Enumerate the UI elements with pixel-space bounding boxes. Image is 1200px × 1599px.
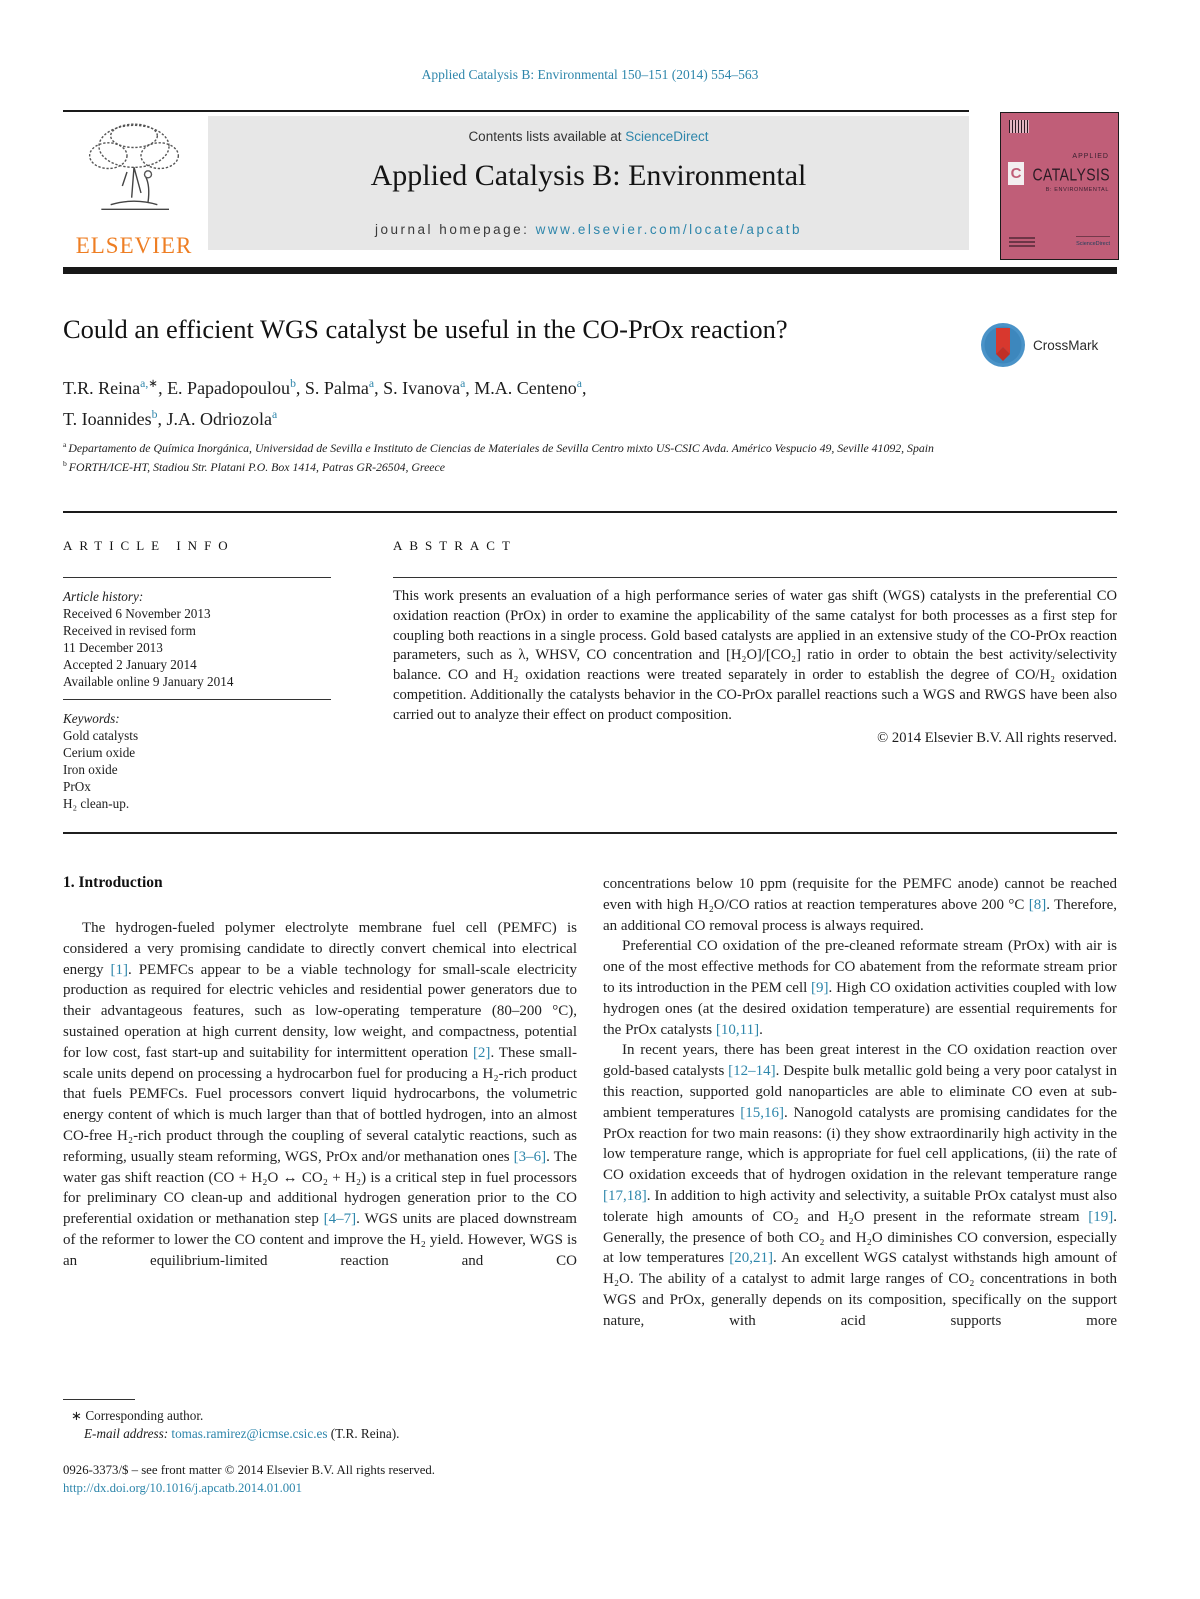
ref-link[interactable]: [9] [811, 979, 829, 996]
homepage-line [208, 222, 969, 237]
text-segment: T.R. Reina [63, 378, 141, 398]
text-segment: , M.A. Centeno [465, 378, 577, 398]
elsevier-tree-icon [75, 116, 193, 228]
keyword-item: H₂ clean-up. [63, 795, 130, 811]
cover-fineprint [1009, 237, 1035, 249]
divider-under-affiliations [63, 511, 1117, 513]
crossmark-badge[interactable] [980, 320, 1125, 370]
affiliation-marker-link[interactable]: a [460, 377, 466, 390]
elsevier-logo [63, 116, 205, 262]
text-segment: . Generally, the presence of both CO₂ and H₂O diminishes CO conversion, especially at low temperatures [603, 1208, 1117, 1267]
issn-copyright-line: 0926-3373/$ – see front matter © 2014 Elsevier B.V. All rights reserved. [63, 1463, 435, 1477]
affiliation-marker-link[interactable]: a [368, 377, 375, 390]
text-segment: . An excellent WGS catalyst withstands high amount of H₂O. The ability of a catalyst to admit large ranges of CO₂ concentrations in both WGS and PrOx, generally depends on its composition, specifically on the support nature, with acid supports more [603, 1250, 1117, 1329]
affiliation-marker-link[interactable]: b [290, 377, 296, 390]
ref-link[interactable]: [12–14] [728, 1063, 776, 1080]
cover-sciencedirect-label: ScienceDirect [1076, 241, 1110, 247]
ref-link[interactable]: [1] [110, 961, 128, 978]
text-segment: , [581, 378, 587, 398]
author-list [63, 371, 963, 432]
text-segment: (T.R. Reina). [327, 1426, 400, 1441]
ref-link[interactable]: [15,16] [740, 1104, 785, 1121]
masthead-bottom-bar [63, 267, 1117, 274]
keywords-label: Keywords: [63, 711, 120, 726]
footnote-rule [63, 1399, 135, 1400]
cover-sd-rule [1076, 236, 1110, 237]
corresponding-author-footnote [63, 1407, 577, 1443]
text-segment: b [63, 459, 69, 469]
text-segment: concentrations below 10 ppm (requisite for the PEMFC anode) cannot be reached even with high H₂O/CO ratios at reaction temperatures above 200 °C [603, 876, 1117, 913]
page-footer [63, 1461, 663, 1497]
cover-c-logo: C [1008, 162, 1024, 185]
contents-line [208, 129, 969, 144]
text-segment: This work presents an evaluation of a high performance series of water gas shift (WGS) catalysts in the preferential CO oxidation reaction (PrOx) in order to examine the applicability of the same catalyst for both processes as a first step for coupling both reactions in a single process. Gold based catalysts are applied in an extensive study of the CO-PrOx reaction parameters, such as λ, WHSV, CO concentration and [H₂O]/[CO₂] ratio in order to obtain the best activity/selectivity balance. CO and H₂ oxidation reactions were treated separately in order to establish the degree of CO/H₂ oxidation competition. Additionally the catalysts behavior in the CO-PrOx parallel reactions such a WGS and RWGS have been also carried out to analyze their effect on product composition. [393, 588, 1117, 723]
body-paragraph [603, 1040, 1117, 1331]
body-paragraph [603, 936, 1117, 1040]
history-item: 11 December 2013 [63, 639, 163, 655]
body-paragraph [603, 874, 1117, 936]
crossmark-icon [980, 322, 1026, 368]
journal-cover-thumbnail[interactable] [1000, 112, 1119, 260]
elsevier-wordmark: ELSEVIER [75, 233, 193, 258]
homepage-label: journal homepage: [375, 222, 536, 237]
affiliation-marker-link[interactable]: a [271, 407, 278, 421]
footnote-line: ∗ Corresponding author. [71, 1408, 204, 1423]
author-line-1 [63, 371, 963, 402]
cover-applied-label: APPLIED [1072, 153, 1109, 160]
cover-journal-subtitle: B: ENVIRONMENTAL [1045, 187, 1109, 193]
cover-journal-name: CATALYSIS [1032, 164, 1110, 184]
text-segment: . Despite bulk metallic gold being a very poor catalyst in this reaction, supported gold nanoparticles are able to eliminate CO even at sub-ambient temperatures [603, 1063, 1118, 1121]
text-segment: FORTH/ICE-HT, Stadiou Str. Platani P.O. Box 1414, Patras GR-26504, Greece [68, 460, 446, 475]
cover-barcode-icon [1009, 120, 1029, 133]
text-segment: . WGS units are placed downstream of the reformer to lower the CO content and improve the H₂ yield. However, WGS is an equilibrium-limited reaction and CO [63, 1211, 577, 1269]
affiliation-b [63, 456, 1073, 475]
journal-title: Applied Catalysis B: Environmental [370, 159, 807, 192]
text-segment: , E. Papadopoulou [158, 378, 291, 398]
text-segment: . The water gas shift reaction (CO + H₂O ↔ CO₂ + H₂) is a critical step in fuel processors for preliminary CO clean-up and additional hydrogen generation prior to the CO preferential oxidation or methanation step [63, 1148, 577, 1228]
contents-prefix: Contents lists available at [468, 129, 626, 144]
text-segment: , J.A. Odriozola [157, 408, 272, 429]
affiliation-marker-link[interactable]: a [576, 377, 582, 390]
masthead-top-rule [63, 110, 969, 112]
history-item: Available online 9 January 2014 [63, 673, 234, 689]
abstract-body [393, 587, 1117, 748]
affiliation-a [63, 437, 1073, 456]
ref-link[interactable]: [8] [1028, 896, 1047, 913]
text-segment: Preferential CO oxidation of the pre-cleaned reformate stream (PrOx) with air is one of the most effective methods for CO abatement from the reformate stream prior to its introduction in the PEM cell [603, 938, 1117, 996]
crossmark-label: CrossMark [1033, 337, 1099, 353]
ref-link[interactable]: [10,11] [715, 1021, 760, 1038]
text-segment: . [759, 1021, 763, 1038]
ref-link[interactable]: [3–6] [513, 1148, 547, 1165]
article-title: Could an efficient WGS catalyst be useful in the CO-PrOx reaction? [63, 314, 788, 344]
abstract-heading: ABSTRACT [393, 538, 517, 553]
ref-link[interactable]: tomas.ramirez@icmse.csic.es [171, 1426, 328, 1441]
history-label: Article history: [63, 589, 144, 604]
text-segment: . These small-scale units depend on processing a hydrocarbon fuel for producing a H₂-rich product that fuels PEMFCs. Fuel processors convert liquid hydrocarbons, the volumetric energy content of which is much larger than that of bottled hydrogen, into an almost CO-free H₂-rich product through the coupling of several catalytic reactions, such as reforming, usually steam reforming, WGS, PrOx and/or methanation ones [63, 1044, 577, 1165]
ref-link[interactable]: [19] [1088, 1208, 1114, 1225]
author-line-2 [63, 402, 963, 433]
text-segment: , S. Palma [295, 378, 369, 398]
history-item: Received 6 November 2013 [63, 605, 211, 621]
keyword-item: Iron oxide [63, 761, 118, 777]
ref-link[interactable]: [17,18] [603, 1187, 647, 1204]
keyword-item: PrOx [63, 778, 91, 794]
ref-link[interactable]: [4–7] [323, 1211, 357, 1228]
section-heading-introduction: 1. Introduction [63, 874, 163, 891]
journal-citation: Applied Catalysis B: Environmental 150–151 (2014) 554–563 [421, 67, 759, 82]
text-segment: . Therefore, an additional CO removal process is always required. [603, 896, 1117, 934]
doi-link[interactable]: http://dx.doi.org/10.1016/j.apcatb.2014.01.001 [63, 1481, 302, 1495]
keyword-item: Gold catalysts [63, 727, 139, 743]
article-info-rule [63, 577, 331, 578]
masthead-banner [208, 116, 969, 250]
text-segment: ∗ [148, 377, 159, 390]
abstract-rule [393, 577, 1117, 578]
text-segment: Departamento de Química Inorgánica, Universidad de Sevilla e Instituto de Ciencias de Materiales de Sevilla Centro mixto US-CSIC Avda. Américo Vespucio 49, Seville 41092, Spain [68, 440, 934, 455]
history-item: Accepted 2 January 2014 [63, 656, 197, 672]
body-column-right [603, 874, 1117, 1332]
abstract-copyright: © 2014 Elsevier B.V. All rights reserved. [877, 729, 1117, 746]
ref-link[interactable]: [2] [472, 1044, 491, 1061]
text-segment: a [63, 440, 69, 449]
footnote-email-line [63, 1425, 577, 1443]
text-segment: In recent years, there has been great interest in the CO oxidation reaction over gold-based catalysts [603, 1042, 1117, 1080]
ref-link[interactable]: [20,21] [729, 1250, 774, 1267]
affiliation-marker-link[interactable]: b [151, 407, 158, 421]
keywords [63, 711, 363, 812]
text-segment: T. Ioannides [63, 408, 152, 429]
keyword-item: Cerium oxide [63, 744, 136, 760]
divider-above-body [63, 832, 1117, 834]
text-segment: E-mail address: [84, 1426, 172, 1441]
affiliations [63, 437, 1073, 476]
text-segment: . In addition to high activity and selectivity, a suitable PrOx catalyst must also tolerate high amounts of CO₂ and H₂O present in the reformate stream [603, 1187, 1117, 1225]
sciencedirect-link[interactable]: ScienceDirect [625, 129, 709, 144]
history-item: Received in revised form [63, 622, 196, 638]
body-column-left [63, 918, 577, 1272]
article-info-heading: ARTICLE INFO [63, 538, 235, 553]
text-segment: The hydrogen-fueled polymer electrolyte membrane fuel cell (PEMFC) is considered a very promising candidate to directly convert chemical into electrical energy [63, 920, 577, 978]
article-history [63, 589, 363, 690]
affiliation-marker-link[interactable]: a, [140, 377, 149, 390]
text-segment: . High CO oxidation activities coupled with low hydrogen ones (at the desired oxidation temperature) are essential requirements for the PrOx catalysts [603, 979, 1117, 1038]
keywords-rule [63, 699, 331, 700]
abstract-text [393, 587, 1117, 726]
text-segment: . PEMFCs appear to be a viable technology for small-scale electricity production as required for electric vehicles and residential power generators due to their advantageous features, such as low-operating temperature (80–200 °C), sustained operation at high current density, low weight, and compactness, potential for low cost, fast start-up and suitability for intermittent operation [63, 961, 577, 1061]
text-segment: , S. Ivanova [374, 378, 461, 398]
text-segment: . Nanogold catalysts are promising candidates for the PrOx reaction for two main reasons: (i) they show extraordinarily high activity in the low temperature range, which is appropriate for fuel cell applications, (ii) the rate of CO oxidation exceeds that of hydrogen oxidation in the relevant temperature range [603, 1104, 1118, 1184]
body-paragraph [63, 918, 577, 1272]
homepage-url-link[interactable]: www.elsevier.com/locate/apcatb [535, 222, 802, 237]
